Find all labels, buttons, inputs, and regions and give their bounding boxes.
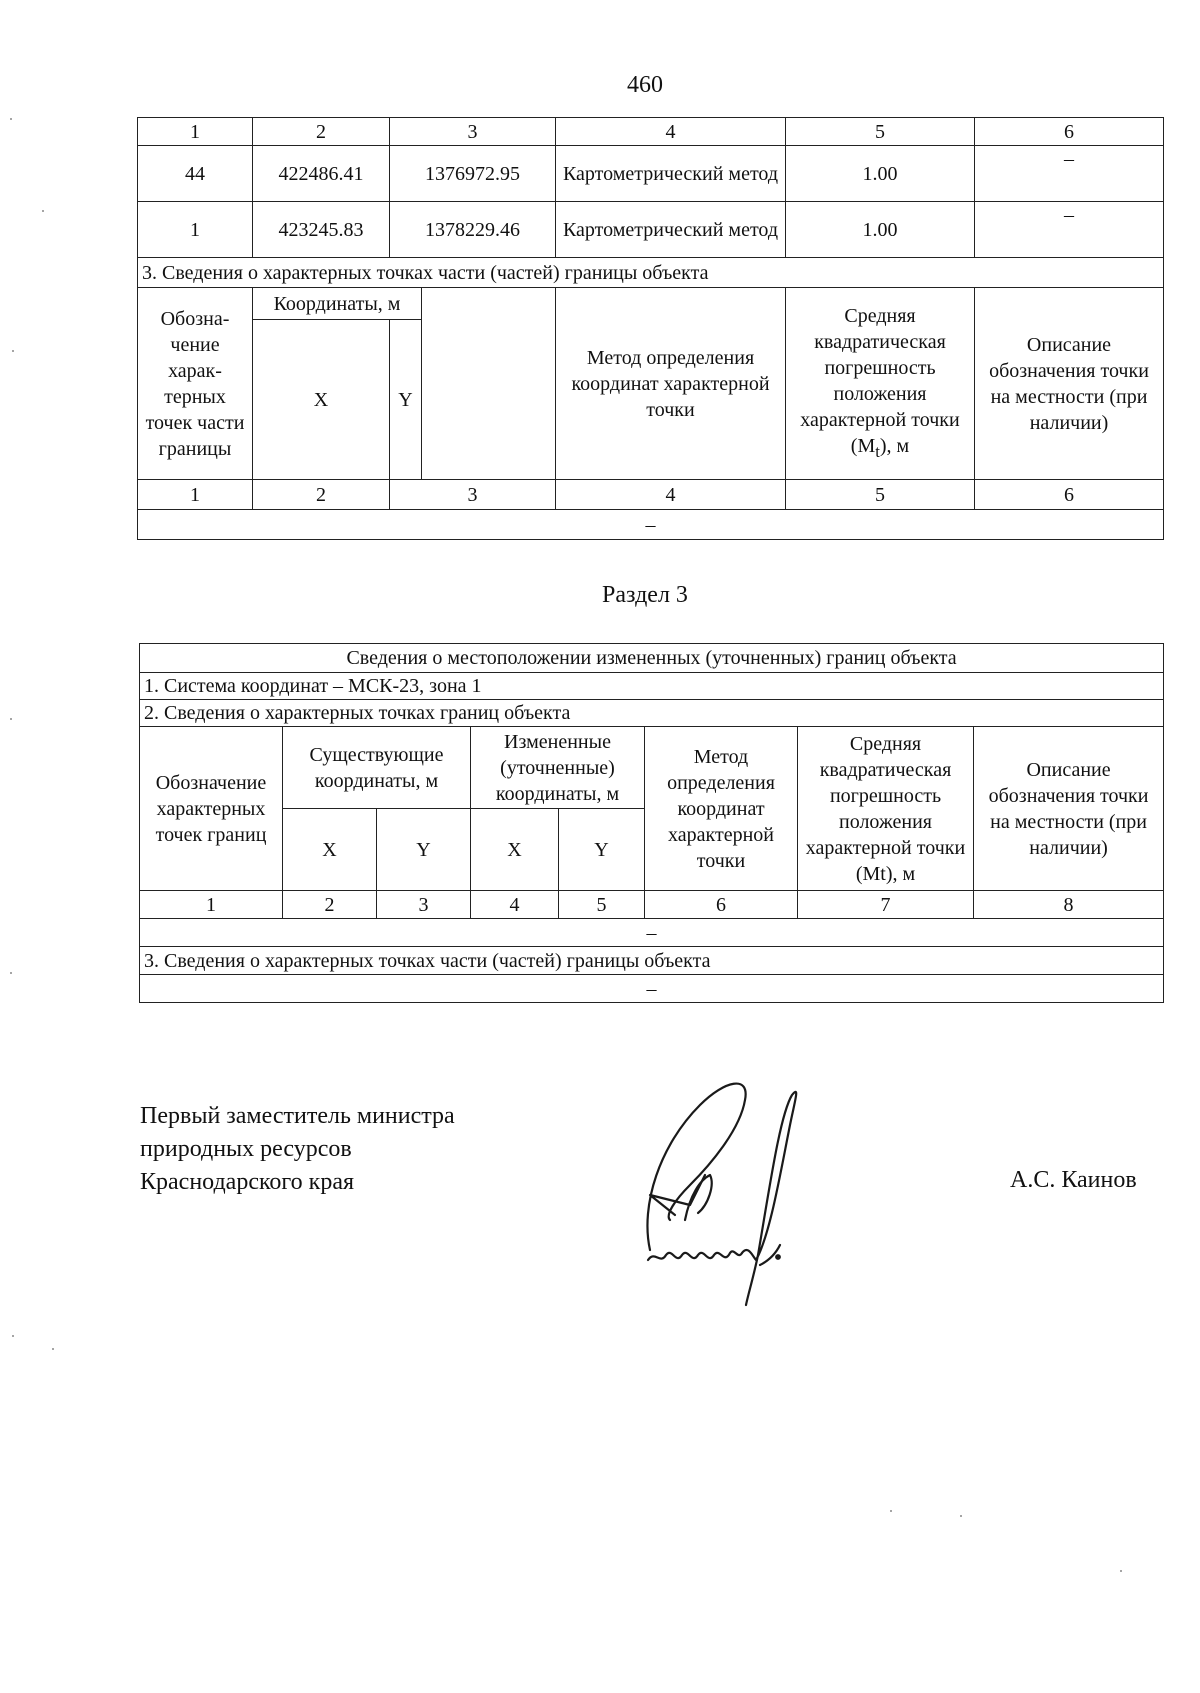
changed-boundaries-table	[139, 643, 1164, 1003]
part-title-row	[138, 258, 1164, 288]
column-number: 8	[974, 891, 1164, 919]
method-header: Метод определения координат характерной точки	[645, 727, 798, 891]
header-number: 6	[975, 118, 1164, 146]
x-cell: 423245.83	[253, 202, 390, 258]
scan-speck	[12, 350, 14, 352]
points-title-row	[140, 700, 1164, 727]
column-number: 3	[390, 480, 556, 510]
header-number: 3	[390, 118, 556, 146]
header-number: 5	[786, 118, 975, 146]
column-number: 5	[786, 480, 975, 510]
column-header-row	[140, 727, 1164, 809]
y-cell: 1376972.95	[390, 146, 556, 202]
signer-position-line: Краснодарского края	[140, 1169, 355, 1195]
designation-header: Обозна-чение харак-терных точек части границы	[138, 288, 253, 480]
signer-name: А.С. Каинов	[1010, 1167, 1137, 1193]
part-title-row	[140, 947, 1164, 975]
header-number: 1	[138, 118, 253, 146]
empty-row-dash: –	[140, 975, 1164, 1003]
scan-speck	[12, 1335, 14, 1337]
table-row	[138, 146, 1164, 202]
x-header: X	[253, 320, 390, 480]
column-numbers-row	[140, 891, 1164, 919]
existing-coords-header: Существующие координаты, м	[283, 727, 471, 809]
description-cell: –	[975, 146, 1164, 202]
coords-spacer	[422, 288, 556, 480]
coords-header: Координаты, м	[253, 288, 422, 320]
part-title: 3. Сведения о характерных точках части (частей) границы объекта	[140, 947, 1164, 975]
column-number: 2	[253, 480, 390, 510]
error-cell: 1.00	[786, 146, 975, 202]
empty-row-dash: –	[140, 919, 1164, 947]
scan-speck	[960, 1515, 962, 1517]
empty-row	[140, 919, 1164, 947]
description-header: Описание обозначения точки на местности (при наличии)	[975, 288, 1164, 480]
column-number: 4	[556, 480, 786, 510]
method-header: Метод определения координат характерной точки	[556, 288, 786, 480]
column-number: 6	[645, 891, 798, 919]
x-header: X	[471, 809, 559, 891]
y-header: Y	[559, 809, 645, 891]
scan-speck	[10, 118, 12, 120]
signer-position-line: Первый заместитель министра	[140, 1103, 455, 1129]
method-cell: Картометрический метод	[556, 146, 786, 202]
error-header	[786, 288, 975, 480]
header-number: 4	[556, 118, 786, 146]
column-number: 3	[377, 891, 471, 919]
column-number: 2	[283, 891, 377, 919]
table-header-numbers	[138, 118, 1164, 146]
table-row	[138, 202, 1164, 258]
designation-header: Обозначение характерных точек границ	[140, 727, 283, 891]
error-header-text: Средняя квадратическая погрешность положения характерной точки (M	[800, 304, 960, 457]
error-cell: 1.00	[786, 202, 975, 258]
column-number: 1	[138, 480, 253, 510]
scan-speck	[52, 1348, 54, 1350]
description-cell: –	[975, 202, 1164, 258]
point-cell: 1	[138, 202, 253, 258]
part-empty-row	[140, 975, 1164, 1003]
signer-position-line: природных ресурсов	[140, 1136, 352, 1162]
empty-row	[138, 510, 1164, 540]
y-cell: 1378229.46	[390, 202, 556, 258]
handwritten-signature	[630, 1055, 890, 1315]
error-header: Средняя квадратическая погрешность положения характерной точки (Mt), м	[798, 727, 974, 891]
points-title: 2. Сведения о характерных точках границ объекта	[140, 700, 1164, 727]
x-cell: 422486.41	[253, 146, 390, 202]
column-number: 7	[798, 891, 974, 919]
column-number: 5	[559, 891, 645, 919]
column-number: 4	[471, 891, 559, 919]
changed-coords-header: Измененные (уточненные) координаты, м	[471, 727, 645, 809]
scan-speck	[42, 210, 44, 212]
scan-speck	[1120, 1570, 1122, 1572]
table-title: Сведения о местоположении измененных (уточненных) границ объекта	[140, 644, 1164, 673]
point-cell: 44	[138, 146, 253, 202]
column-header-row	[138, 288, 1164, 320]
points-table	[137, 117, 1164, 540]
error-header-suffix: ), м	[879, 434, 910, 457]
y-header: Y	[377, 809, 471, 891]
scan-speck	[10, 972, 12, 974]
scan-speck	[890, 1510, 892, 1512]
table-title-row	[140, 644, 1164, 673]
part-title: 3. Сведения о характерных точках части (частей) границы объекта	[138, 258, 1164, 288]
x-header: X	[283, 809, 377, 891]
empty-row-dash: –	[138, 510, 1164, 540]
method-cell: Картометрический метод	[556, 202, 786, 258]
description-header: Описание обозначения точки на местности (при наличии)	[974, 727, 1164, 891]
coord-system-row	[140, 673, 1164, 700]
header-number: 2	[253, 118, 390, 146]
y-header: Y	[390, 320, 422, 480]
column-numbers-row	[138, 480, 1164, 510]
signer-position	[140, 1100, 455, 1199]
scan-speck	[10, 718, 12, 720]
section-title: Раздел 3	[602, 582, 688, 608]
coord-system: 1. Система координат – МСК-23, зона 1	[140, 673, 1164, 700]
column-number: 6	[975, 480, 1164, 510]
column-number: 1	[140, 891, 283, 919]
page-number: 460	[627, 72, 663, 98]
error-header-subscript: t	[875, 441, 880, 461]
